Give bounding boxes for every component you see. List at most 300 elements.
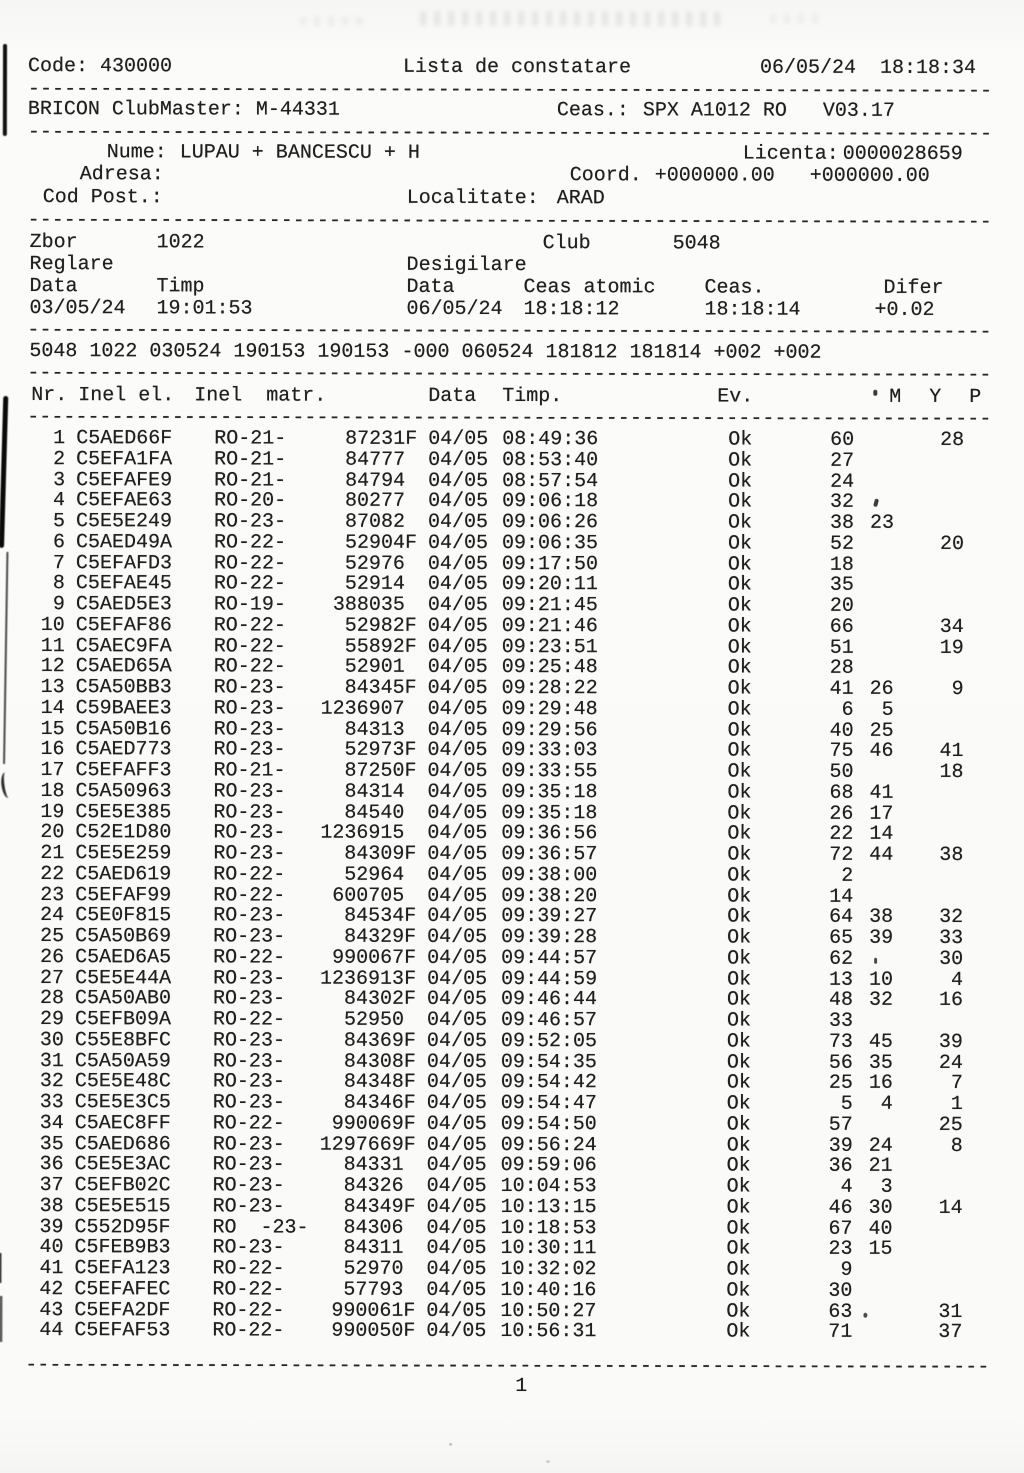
cell-y: 5 xyxy=(881,698,894,722)
col-ring-matr: Inel matr. xyxy=(194,384,327,408)
cell-ring-suffix xyxy=(405,490,419,511)
cell-ring-matr: 990061 xyxy=(331,1299,404,1323)
table-row xyxy=(0,717,1023,743)
cell-ring-suffix xyxy=(405,698,419,719)
cell-ring-prefix: RO-21- xyxy=(214,427,287,451)
owner-name: LUPAU + BANCESCU + H xyxy=(179,141,420,165)
cell-nr: 12 xyxy=(40,655,65,679)
table-row xyxy=(0,1049,1022,1075)
cell-ring-matr: 80277 xyxy=(345,489,406,514)
cell-event: Ok xyxy=(726,1030,751,1054)
cell-nr: 13 xyxy=(40,676,65,700)
cell-ring-prefix: RO-23- xyxy=(213,966,286,991)
cell-nr: 23 xyxy=(40,883,65,907)
cell-m: 51 xyxy=(829,636,854,660)
cell-y: 44 xyxy=(869,843,894,867)
cell-ring-prefix: RO-21- xyxy=(214,448,287,472)
cell-date: 04/05 xyxy=(426,1029,487,1053)
cell-ring-electronic: C52E1D80 xyxy=(75,821,172,845)
cell-time: 09:35:18 xyxy=(501,780,598,804)
cell-ring-matr: 84349 xyxy=(343,1195,404,1219)
cell-y: 38 xyxy=(869,906,894,930)
cell-p: 30 xyxy=(939,947,964,971)
cell-event: Ok xyxy=(727,760,752,784)
cell-date: 04/05 xyxy=(426,1050,487,1074)
coord-label: Coord. xyxy=(569,164,642,188)
cell-p: 25 xyxy=(938,1113,963,1137)
cell-ring-suffix: F xyxy=(403,1320,416,1344)
cell-nr: 2 xyxy=(53,447,66,471)
cell-y: 35 xyxy=(868,1051,893,1075)
cell-time: 10:30:11 xyxy=(500,1237,597,1261)
cell-ring-electronic: C5AED686 xyxy=(74,1132,171,1156)
cell-p xyxy=(893,1155,963,1176)
cell-m: 39 xyxy=(828,1134,853,1158)
cell-m: 64 xyxy=(829,905,854,929)
scan-ghost-smudge xyxy=(300,17,370,26)
cell-p xyxy=(893,865,963,886)
cell-ring-prefix: RO-23- xyxy=(214,510,287,534)
cell-ring-matr: 52904 xyxy=(344,531,406,555)
cell-date: 04/05 xyxy=(428,490,489,514)
cell-time: 09:54:47 xyxy=(500,1092,597,1116)
cell-ring-suffix xyxy=(405,573,419,594)
cell-time: 09:54:42 xyxy=(500,1071,597,1095)
cell-date: 04/05 xyxy=(428,427,489,451)
cell-ring-prefix: RO-21- xyxy=(213,759,286,783)
results-table xyxy=(0,427,1023,1345)
cell-ring-suffix: F xyxy=(404,759,417,783)
cell-ring-electronic: C5EFAF99 xyxy=(75,883,172,907)
cell-p xyxy=(892,1259,962,1280)
cell-ring-suffix xyxy=(405,594,419,615)
cell-ring-electronic: C5FEB9B3 xyxy=(74,1236,171,1260)
cell-p: 37 xyxy=(938,1321,963,1345)
cell-p: 14 xyxy=(938,1196,963,1220)
cell-time: 09:59:06 xyxy=(500,1154,597,1178)
cell-ring-electronic: C5A50B69 xyxy=(75,925,172,949)
cell-y xyxy=(853,947,893,968)
cell-date: 04/05 xyxy=(427,697,488,721)
cell-m: 23 xyxy=(828,1237,853,1261)
table-row xyxy=(0,1132,1022,1158)
cell-m: 9 xyxy=(840,1258,853,1282)
cell-m: 48 xyxy=(828,988,854,1012)
cell-nr: 4 xyxy=(53,489,66,513)
cell-ring-suffix xyxy=(403,1279,417,1300)
cell-m: 40 xyxy=(829,719,854,743)
cell-ring-prefix: RO-23- xyxy=(213,842,286,866)
cell-ring-prefix: RO-23- xyxy=(213,780,286,804)
table-row xyxy=(0,1278,1021,1301)
table-header xyxy=(0,384,1023,410)
separator: -------------------------------------------------------------------------------- xyxy=(27,362,992,388)
cell-ring-matr: 1236907 xyxy=(320,697,405,721)
cell-p xyxy=(892,1280,962,1301)
separator: -------------------------------------------------------------------------------- xyxy=(27,121,993,147)
cell-y: 23 xyxy=(869,511,895,535)
cell-time: 09:38:00 xyxy=(501,863,598,887)
table-row xyxy=(0,489,1023,512)
cell-ring-matr: 84369 xyxy=(343,1029,404,1053)
cell-ring-suffix xyxy=(404,864,418,885)
cell-ring-matr: 84345 xyxy=(344,676,405,700)
cell-ring-electronic: C5EFAE45 xyxy=(75,572,172,596)
cell-m: 52 xyxy=(829,532,855,556)
cell-time: 09:06:18 xyxy=(502,490,599,514)
cell-time: 09:21:46 xyxy=(501,614,598,638)
cell-event: Ok xyxy=(726,1092,751,1116)
cell-time: 10:18:53 xyxy=(500,1216,597,1240)
cell-ring-electronic: C5EFB09A xyxy=(74,1008,172,1032)
table-row xyxy=(0,1070,1022,1096)
cell-event: Ok xyxy=(728,469,753,494)
cell-date: 04/05 xyxy=(426,1237,487,1261)
cell-ring-suffix xyxy=(405,656,419,677)
cell-time: 09:46:44 xyxy=(501,988,598,1012)
cell-time: 09:36:57 xyxy=(501,843,598,867)
cell-y: 41 xyxy=(869,781,894,805)
table-row xyxy=(0,738,1023,764)
cell-ring-matr: 84348 xyxy=(343,1070,404,1095)
cell-p xyxy=(894,699,964,720)
cell-date: 04/05 xyxy=(426,1008,488,1032)
cell-event: Ok xyxy=(727,864,752,888)
cell-nr: 31 xyxy=(39,1049,64,1073)
cell-nr: 17 xyxy=(40,759,65,783)
cell-nr: 41 xyxy=(39,1257,64,1281)
cell-m: 2 xyxy=(841,864,854,888)
cell-p: 41 xyxy=(939,740,964,764)
scan-tick-artifact xyxy=(873,390,877,396)
cell-time: 09:35:18 xyxy=(501,801,598,825)
cell-m: 71 xyxy=(828,1320,853,1344)
cell-time: 08:49:36 xyxy=(502,428,599,452)
cell-nr: 43 xyxy=(39,1298,64,1322)
cell-m: 28 xyxy=(829,656,854,680)
cell-time: 09:21:45 xyxy=(501,594,598,618)
table-row xyxy=(0,531,1023,554)
cell-ring-matr: 84540 xyxy=(344,801,405,825)
cell-ring-suffix xyxy=(403,1258,417,1279)
cell-time: 09:33:03 xyxy=(501,739,598,763)
columns-labels-line xyxy=(0,275,1024,298)
cell-y: 46 xyxy=(869,740,894,764)
cell-nr: 30 xyxy=(39,1028,64,1052)
cell-event: Ok xyxy=(728,511,753,535)
cell-event: Ok xyxy=(726,1009,752,1033)
owner-name-line xyxy=(0,141,1024,164)
cell-ring-suffix: F xyxy=(403,1299,416,1323)
cell-ring-matr: 52973 xyxy=(344,738,405,763)
cell-m: 56 xyxy=(828,1051,853,1075)
cell-ring-matr: 52976 xyxy=(344,552,405,576)
cell-ring-suffix xyxy=(405,511,419,532)
cell-ring-matr: 55892 xyxy=(344,635,405,659)
cell-event: Ok xyxy=(726,1113,751,1137)
cell-ring-electronic: C5E5E385 xyxy=(75,800,172,824)
cell-p xyxy=(894,512,964,533)
device-line xyxy=(0,98,1024,121)
cell-ring-prefix: RO-23- xyxy=(212,1049,285,1074)
address-label: Adresa: xyxy=(79,163,164,187)
cell-p xyxy=(894,657,964,678)
cell-p: 9 xyxy=(951,677,964,701)
cell-y: 4 xyxy=(880,1092,893,1116)
cell-p: 32 xyxy=(939,906,964,930)
cell-date: 04/05 xyxy=(426,1257,487,1281)
cell-ring-suffix xyxy=(405,552,419,573)
cell-nr: 16 xyxy=(40,738,65,762)
cell-ring-suffix: F xyxy=(405,427,418,451)
col-nr: Nr. xyxy=(31,384,68,408)
cell-time: 09:06:35 xyxy=(501,531,599,555)
cell-ring-prefix: RO-23- xyxy=(213,925,286,949)
cell-ring-electronic: C5EFA123 xyxy=(74,1257,171,1281)
set-section-label: Reglare xyxy=(29,253,114,277)
cell-event: Ok xyxy=(727,988,752,1012)
cell-ring-electronic: C5AEC8FF xyxy=(74,1111,171,1136)
cell-event: Ok xyxy=(728,490,753,514)
cell-ring-suffix: F xyxy=(404,739,417,763)
table-row xyxy=(0,1215,1022,1241)
cell-m: 32 xyxy=(830,490,855,514)
cell-time: 08:57:54 xyxy=(502,469,599,493)
cell-time: 10:50:27 xyxy=(500,1299,597,1323)
cell-date: 04/05 xyxy=(427,801,488,825)
cell-ring-prefix: RO-23- xyxy=(212,1029,285,1053)
table-row xyxy=(0,821,1022,847)
cell-y: 32 xyxy=(868,989,894,1013)
cell-y: 21 xyxy=(868,1155,893,1179)
cell-m: 66 xyxy=(829,615,854,639)
table-row xyxy=(0,1174,1022,1197)
cell-time: 09:39:28 xyxy=(501,926,598,950)
cell-nr: 25 xyxy=(40,925,65,949)
cell-p: 24 xyxy=(938,1051,963,1075)
table-row xyxy=(0,966,1022,992)
unseal-date: 06/05/24 xyxy=(406,297,503,322)
cell-event: Ok xyxy=(726,1216,751,1241)
locality-label: Localitate: xyxy=(406,186,539,211)
cell-m: 20 xyxy=(829,594,854,618)
coord-lon: +000000.00 xyxy=(809,164,930,188)
clock-version: V03.17 xyxy=(822,99,895,123)
cell-m: 75 xyxy=(829,739,854,763)
cell-p: 31 xyxy=(938,1300,963,1324)
cell-time: 09:33:55 xyxy=(501,760,598,784)
cell-nr: 35 xyxy=(39,1132,64,1156)
cell-ring-prefix: RO-22- xyxy=(213,863,286,887)
cell-ring-prefix: RO-22- xyxy=(212,1112,285,1136)
cell-ring-suffix xyxy=(404,822,418,843)
cell-m: 38 xyxy=(829,511,855,535)
cell-ring-electronic: C5EFAE63 xyxy=(76,489,173,513)
cell-event: Ok xyxy=(727,905,752,929)
club-label: Club xyxy=(542,232,591,256)
cell-ring-prefix: RO-23- xyxy=(212,1236,285,1260)
cell-m: 26 xyxy=(829,802,854,826)
flight-line xyxy=(0,231,1024,254)
cell-y xyxy=(853,1010,893,1031)
table-row xyxy=(0,510,1023,533)
cell-event: Ok xyxy=(726,1299,751,1324)
cell-y: 40 xyxy=(868,1217,893,1241)
cell-p xyxy=(893,802,963,823)
cell-ring-prefix: RO-23- xyxy=(212,1070,285,1094)
cell-ring-matr: 600705 xyxy=(332,884,405,908)
cell-ring-suffix: F xyxy=(404,925,417,949)
cell-time: 09:17:50 xyxy=(501,552,598,576)
cell-ring-matr: 52964 xyxy=(344,863,405,887)
col-event: Ev. xyxy=(717,385,754,409)
cell-date: 04/05 xyxy=(426,1216,487,1240)
cell-date: 04/05 xyxy=(426,1174,487,1198)
footer-line xyxy=(0,1374,1021,1397)
cell-time: 09:38:20 xyxy=(501,884,598,908)
cell-ring-prefix: RO-22- xyxy=(212,1319,285,1343)
cell-ring-electronic: C5EFAFEC xyxy=(74,1277,171,1302)
cell-p xyxy=(894,450,964,471)
cell-event: Ok xyxy=(726,1175,751,1199)
cell-time: 09:39:27 xyxy=(501,905,598,929)
cell-ring-electronic: C5EFAF53 xyxy=(74,1319,171,1343)
cell-m: 27 xyxy=(830,449,855,473)
table-row xyxy=(0,946,1022,969)
cell-ring-matr: 388035 xyxy=(332,593,405,617)
cell-y: 26 xyxy=(869,677,894,701)
cell-ring-prefix: RO-22- xyxy=(212,1278,285,1302)
cell-event: Ok xyxy=(727,739,752,763)
cell-nr: 33 xyxy=(39,1091,64,1115)
cell-p: 4 xyxy=(951,968,964,992)
cell-p xyxy=(894,719,964,740)
table-row xyxy=(0,614,1023,637)
cell-nr: 32 xyxy=(39,1070,64,1094)
cell-ring-matr: 87082 xyxy=(344,510,406,534)
clock-value: SPX A1012 RO xyxy=(642,99,787,123)
cell-ring-matr: 87250 xyxy=(344,759,405,783)
cell-nr: 36 xyxy=(39,1153,64,1177)
cell-y: 10 xyxy=(869,968,894,992)
cell-ring-electronic: C5E5E3C5 xyxy=(74,1091,171,1115)
cell-ring-prefix: RO-22- xyxy=(212,1298,285,1323)
cell-y: 15 xyxy=(868,1238,893,1262)
cell-event: Ok xyxy=(727,843,752,867)
table-row xyxy=(0,655,1023,678)
table-row xyxy=(0,593,1023,616)
cell-event: Ok xyxy=(726,1258,751,1282)
cell-ring-prefix: RO-23- xyxy=(213,821,286,845)
cell-ring-electronic: C5E0F815 xyxy=(75,904,172,928)
cell-y: 16 xyxy=(868,1072,893,1096)
cell-event: Ok xyxy=(727,532,753,556)
table-row xyxy=(0,1298,1021,1324)
cell-ring-electronic: C5A50A59 xyxy=(74,1049,171,1073)
difference-value: +0.02 xyxy=(874,298,935,322)
cell-ring-matr: 84331 xyxy=(343,1153,404,1178)
cell-ring-prefix: RO-23- xyxy=(212,1132,285,1157)
device-name: BRICON ClubMaster: M-44331 xyxy=(27,98,340,122)
cell-p: 20 xyxy=(939,532,965,556)
cell-m: 18 xyxy=(829,553,854,577)
cell-date: 04/05 xyxy=(427,884,488,908)
cell-event: Ok xyxy=(727,594,752,618)
cell-time: 09:52:05 xyxy=(500,1029,597,1053)
cell-ring-matr: 84329 xyxy=(344,925,405,949)
cell-date: 04/05 xyxy=(427,552,488,576)
cell-ring-prefix: RO-23- xyxy=(213,987,286,1011)
cell-ring-matr: 990050 xyxy=(331,1319,404,1344)
cell-m: 67 xyxy=(828,1217,853,1241)
cell-ring-prefix: RO-22- xyxy=(212,1257,285,1281)
cell-m: 63 xyxy=(828,1300,853,1324)
cell-ring-prefix: RO-22- xyxy=(213,531,287,555)
cell-ring-prefix: RO-22- xyxy=(213,946,286,970)
cell-nr: 27 xyxy=(40,966,65,990)
unseal-date-label: Data xyxy=(406,275,455,299)
cell-m: 72 xyxy=(829,843,854,867)
cell-p xyxy=(893,1176,963,1197)
cell-nr: 11 xyxy=(40,634,65,658)
cell-m: 4 xyxy=(840,1175,853,1199)
cell-ring-electronic: C5AED5E3 xyxy=(75,593,172,617)
cell-p xyxy=(894,595,964,616)
cell-p xyxy=(893,823,963,844)
cell-date: 04/05 xyxy=(427,780,488,804)
separator: -------------------------------------------------------------------------------- xyxy=(25,1354,990,1380)
cell-ring-suffix xyxy=(404,1009,418,1030)
cell-p: 7 xyxy=(950,1072,963,1096)
cell-nr: 40 xyxy=(39,1236,64,1260)
cell-date: 04/05 xyxy=(427,739,488,763)
table-row xyxy=(0,759,1023,782)
table-row xyxy=(0,1257,1021,1280)
col-date: Data xyxy=(428,384,477,408)
cell-ring-prefix: RO-23- xyxy=(212,1174,285,1198)
table-row xyxy=(0,904,1022,930)
cell-ring-prefix: RO-23- xyxy=(213,697,286,721)
cell-ring-electronic: C5E5E48C xyxy=(74,1070,171,1094)
cell-time: 09:46:57 xyxy=(500,1009,598,1033)
cell-y xyxy=(853,885,893,906)
cell-nr: 9 xyxy=(52,593,65,617)
cell-y xyxy=(854,636,894,657)
cell-time: 09:20:11 xyxy=(501,573,598,597)
atomic-clock-time: 18:18:12 xyxy=(523,298,620,322)
cell-ring-prefix: RO-23- xyxy=(212,1153,285,1177)
cell-nr: 21 xyxy=(40,842,65,866)
cell-m: 30 xyxy=(828,1279,853,1303)
atomic-clock-label: Ceas atomic xyxy=(523,276,656,300)
cell-ring-suffix xyxy=(405,449,419,470)
table-row xyxy=(0,697,1023,720)
cell-ring-suffix: F xyxy=(404,676,417,700)
cell-ring-suffix: F xyxy=(403,1195,416,1219)
cell-event: Ok xyxy=(727,926,752,950)
cell-ring-suffix: F xyxy=(404,967,417,991)
cell-ring-matr: 52914 xyxy=(344,572,405,597)
cell-ring-matr: 1236913 xyxy=(320,967,405,991)
cell-ring-prefix: RO-22- xyxy=(212,1008,286,1032)
table-row xyxy=(0,1236,1022,1262)
cell-nr: 15 xyxy=(40,717,65,741)
cell-y xyxy=(852,1300,892,1321)
cell-date: 04/05 xyxy=(427,905,488,929)
cell-event: Ok xyxy=(727,635,752,660)
cell-y xyxy=(852,1321,892,1342)
cell-ring-prefix: RO-23- xyxy=(213,738,286,762)
